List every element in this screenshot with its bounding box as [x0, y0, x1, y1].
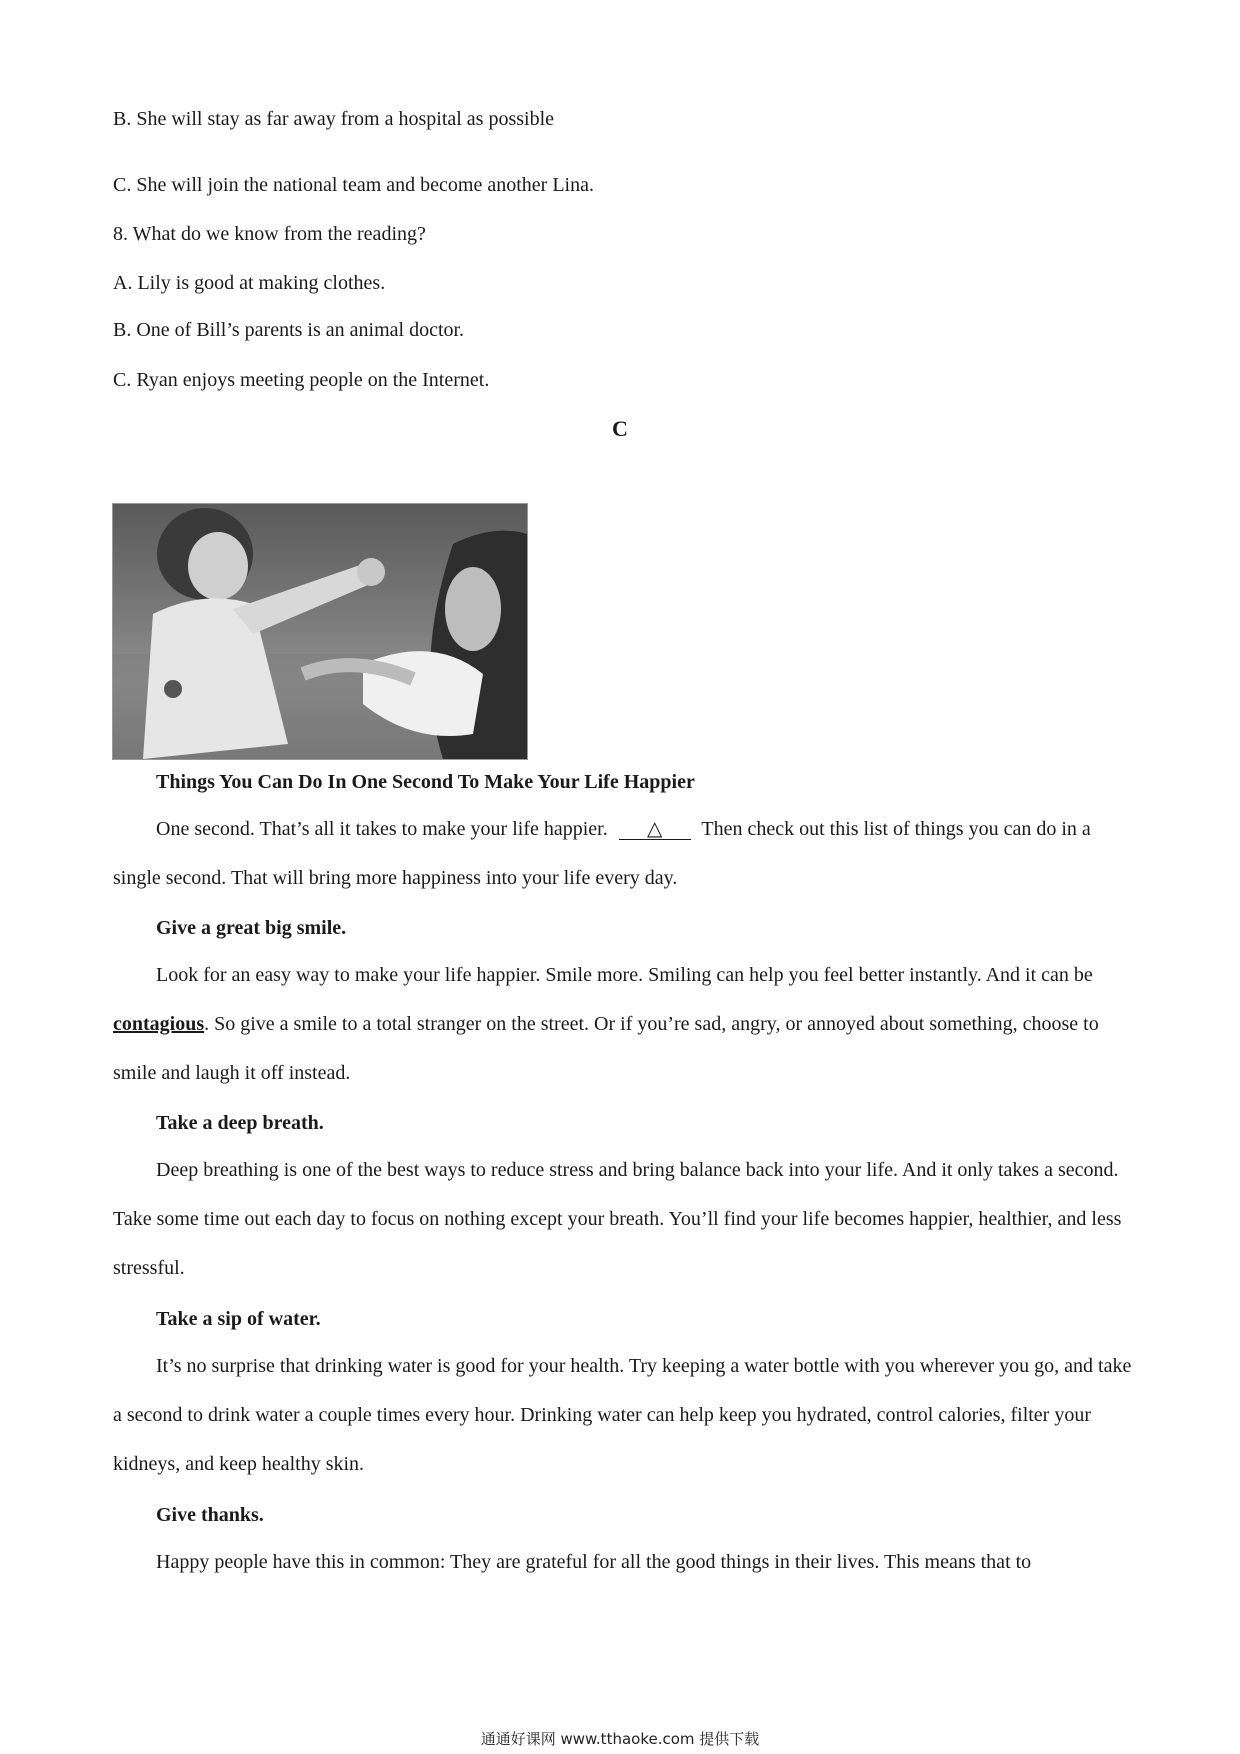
intro-paragraph	[113, 805, 1133, 903]
q8-option-c: C. Ryan enjoys meeting people on the Internet.	[113, 369, 490, 391]
q8-option-a: A. Lily is good at making clothes.	[113, 272, 386, 294]
tip-heading-smile: Give a great big smile.	[156, 917, 347, 939]
water-text: It’s no surprise that drinking water is good for your health. Try keeping a water bottle with you wherever you go, and take a second to drink water a couple times every hour. Drinking water can help keep you hydrated, control calories, filter your kidneys, and keep healthy skin.	[113, 1355, 1132, 1475]
q7-option-b: B. She will stay as far away from a hospital as possible	[113, 108, 555, 130]
article-photo	[112, 503, 528, 760]
intro-text-before-blank: One second. That’s all it takes to make your life happier.	[156, 818, 608, 840]
tip-text-water	[113, 1342, 1133, 1489]
tip-heading-thanks: Give thanks.	[156, 1504, 264, 1526]
page-footer: 通通好课网 www.tthaoke.com 提供下载	[480, 1730, 760, 1748]
article-title: Things You Can Do In One Second To Make Your Life Happier	[156, 771, 695, 793]
q8-option-b: B. One of Bill’s parents is an animal doctor.	[113, 319, 465, 341]
answer-blank: △	[619, 819, 691, 840]
smile-text-before: Look for an easy way to make your life happier. Smile more. Smiling can help you feel better instantly. And it can be	[156, 964, 1093, 986]
tip-text-smile	[113, 951, 1133, 1098]
breath-text: Deep breathing is one of the best ways to reduce stress and bring balance back into your life. And it only takes a second. Take some time out each day to focus on nothing except your breath. You’ll find your life becomes happier, healthier, and less stressful.	[113, 1159, 1122, 1279]
tip-text-breath	[113, 1146, 1133, 1293]
section-letter: C	[612, 416, 628, 441]
thanks-text: Happy people have this in common: They are grateful for all the good things in their lives. This means that to	[156, 1551, 1032, 1573]
smile-text-after: . So give a smile to a total stranger on the street. Or if you’re sad, angry, or annoyed about something, choose to smile and laugh it off instead.	[113, 1013, 1099, 1084]
underlined-word: contagious	[113, 1013, 205, 1035]
q7-option-c: C. She will join the national team and become another Lina.	[113, 174, 594, 196]
tip-text-thanks	[113, 1538, 1133, 1587]
tip-heading-water: Take a sip of water.	[156, 1308, 321, 1330]
q8-question: 8. What do we know from the reading?	[113, 223, 426, 245]
intro-text-after-blank: Then check out this list of things you can do in a single second. That will bring more happiness into your life every day.	[113, 818, 1091, 889]
tip-heading-breath: Take a deep breath.	[156, 1112, 324, 1134]
